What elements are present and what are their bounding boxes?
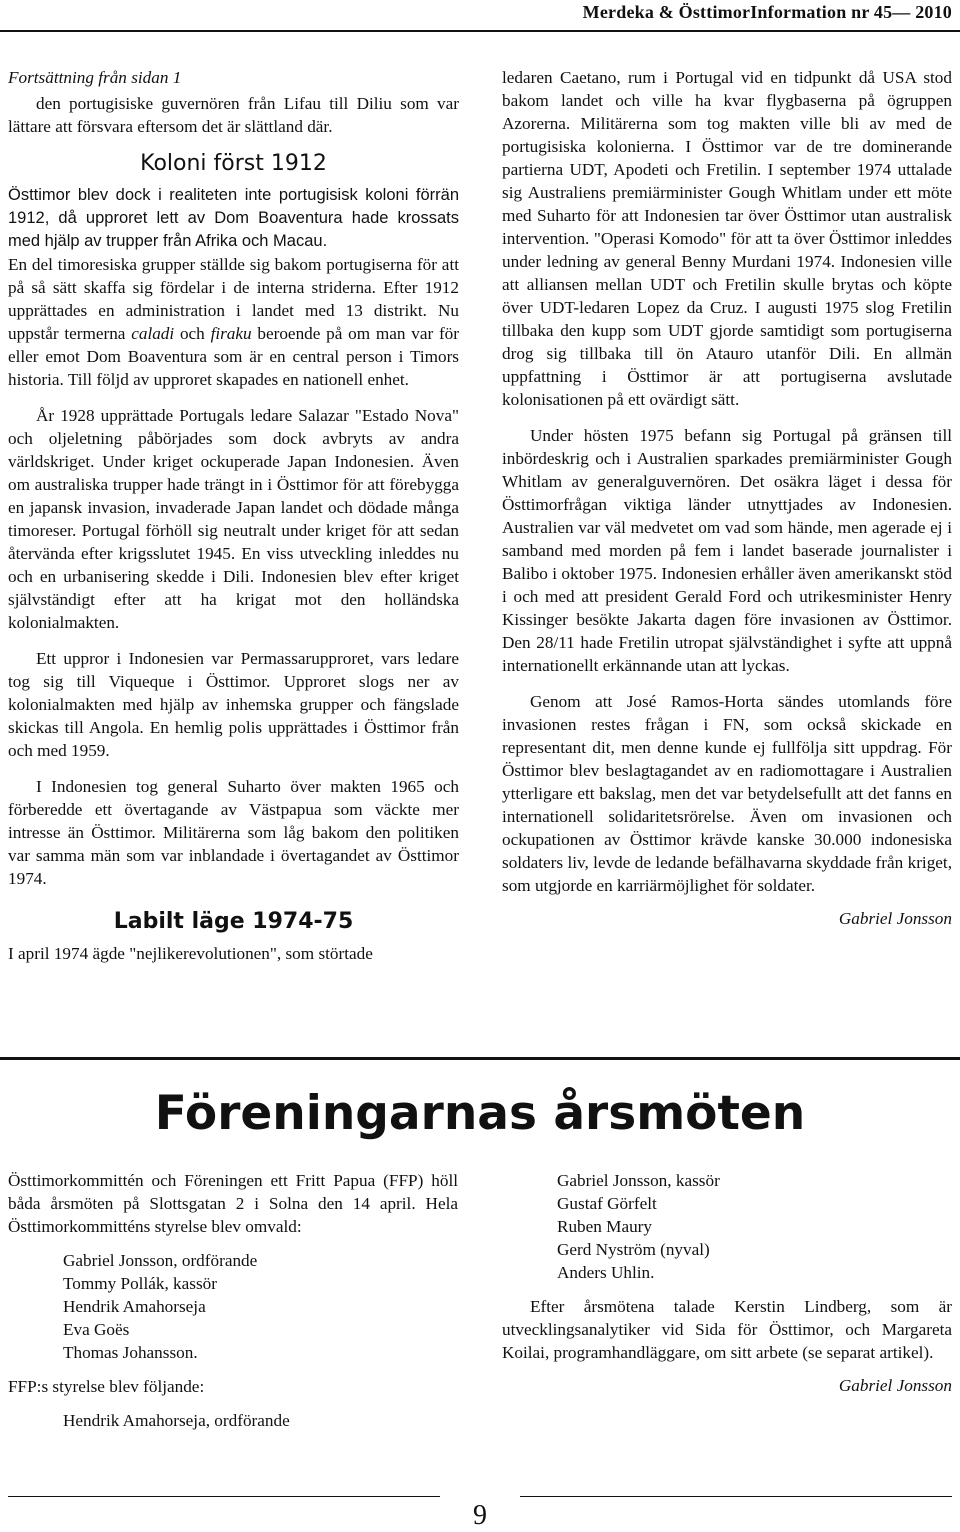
paragraph: Östtimor blev dock i realiteten inte portugisisk koloni förrän 1912, då upproret lett av Dom Boaventura hade krossats med hjälp av trupper från Afrika och Macau. [8, 186, 459, 250]
term-firaku: firaku [210, 324, 252, 343]
text-run: En del timoresiska grupper ställde sig bakom portugiserna för att på så sätt skaffa sig fördelar i de interna striderna. Efter 1912 upprättades en administration i landet med 13 distrikt. Nu uppstår termerna [8, 255, 459, 343]
board-member: Hendrik Amahorseja [63, 1297, 206, 1316]
board-member: Gustaf Görfelt [557, 1194, 657, 1213]
board-member: Thomas Johansson. [63, 1343, 198, 1362]
article2-right-column [502, 1169, 952, 1397]
paragraph: Östtimorkommittén och Föreningen ett Fritt Papua (FFP) höll båda årsmöten på Slottsgatan 2 i Solna den 14 april. Hela Östtimorkommitténs styrelse blev omvald: [8, 1171, 458, 1236]
page-number: 9 [473, 1500, 487, 1531]
article2-left-column [8, 1169, 458, 1432]
article1-left-column [8, 66, 459, 965]
board-member: Eva Goës [63, 1320, 130, 1339]
article-divider [0, 1057, 960, 1060]
paragraph [8, 253, 459, 391]
footer-rule-left [8, 1496, 440, 1497]
board-member: Hendrik Amahorseja, ordförande [63, 1411, 290, 1430]
board-member: Gerd Nyström (nyval) [557, 1240, 710, 1259]
text-run: och [174, 324, 211, 343]
term-caladi: caladi [131, 324, 175, 343]
board-member: Tommy Pollák, kassör [63, 1274, 217, 1293]
paragraph: Under hösten 1975 befann sig Portugal på gränsen till inbördeskrig och i Australien sparkades premiärminister Gough Whitlam av generalguvernören. Det osäkra läget i dessa för Östtimorfrågan viktiga länder utnyttjades av Indonesien. Australien var väl medvetet om vad som hände, men agerade ej i samband med morden på fem i landet baserade journalister i Balibo i oktober 1975. Indonesien erhåller även amerikanskt stöd i och med att president Gerald Ford och utrikesminister Henry Kissinger besökte Jakarta dagen före invasionen av Östtimor. Den 28/11 hade Fretilin utropat självständighet i syfte att uppnå internationellt erkännande utan att lyckas. [502, 426, 952, 675]
board-list-kommitten [8, 1249, 458, 1364]
paragraph: Efter årsmötena talade Kerstin Lindberg, som är utvecklingsanalytiker vid Sida för Östtimor, och Margareta Koilai, programhandläggare, om sitt arbete (se separat artikel). [502, 1297, 952, 1362]
paragraph: Genom att José Ramos-Horta sändes utomlands före invasionen restes frågan i FN, som också skickade en representant dit, men denne kunde ej fullfölja sitt uppdrag. För Östtimor blev beslagtagandet av en radiomottagare i Australien ytterligare ett bakslag, men det var betydelsefullt att det fanns en internationell solidaritetsrörelse. Även om invasionen och ockupationen av Östtimor krävde kanske 30.000 indonesiska soldaters liv, levde de ledande befälhavarna skyddade från kriget, som utgjorde en karriärmöjlighet för soldater. [502, 692, 952, 895]
board-member: Ruben Maury [557, 1217, 652, 1236]
board-member: Anders Uhlin. [557, 1263, 655, 1282]
paragraph: Ett uppror i Indonesien var Permassarupproret, vars ledare tog sig till Viqueque i Östtimor. Upproret slogs ner av kolonialmakten med hjälp av inhemska grupper och fängslade skickas till Angola. En hemlig polis upprättades i Östtimor från och med 1959. [8, 649, 459, 760]
article1-right-column [502, 66, 952, 930]
paragraph: ledaren Caetano, rum i Portugal vid en tidpunkt då USA stod bakom landet och ville ha kvar flygbaserna på ögruppen Azorerna. Militärerna som tog makten ville bli av med de portugisiska kolonierna. I Östtimor var de tre dominerande partierna UDT, Apodeti och Fretilin. I september 1974 uttalade sig Australiens premiärminister Gough Whitlam under ett möte med Suharto för att Indonesien tar över Östtimor utan australisk intervention. "Operasi Komodo" för att ta över Östtimor inleddes under ledning av general Benny Murdani 1974. Indonesien ville att alliansen mellan UDT och Fretilin skulle brytas och köpte över UDT-ledaren Lopez da Cruz. I augusti 1975 slog Fretilin tillbaka den kupp som UDT gjorde samtidigt som portugiserna drog sig tillbaka till ön Atauro utanför Dili. En allmän uppfattning i Östtimor är att portugiserna avslutade kolonisationen på ett ovärdigt sätt. [502, 68, 952, 409]
footer-rule-right [520, 1496, 952, 1497]
paragraph: I april 1974 ägde "nejlikerevolutionen", som störtade [8, 944, 373, 963]
continuation-note: Fortsättning från sidan 1 [8, 68, 182, 87]
author-signature: Gabriel Jonsson [838, 1376, 952, 1395]
text-run: beroende på om man var för eller emot Dom Boaventura som är en central person i Timors historia. Till följd av upproret skapades en nationell enhet. [8, 324, 460, 389]
sans-text-block [8, 184, 459, 253]
section-heading: Labilt läge 1974-75 [113, 909, 354, 934]
header-rule [0, 30, 960, 32]
section-heading: Koloni först 1912 [140, 151, 327, 176]
paragraph: den portugisiske guvernören från Lifau till Diliu som var lättare att försvara eftersom det är slättland där. [8, 94, 459, 136]
board-member: Gabriel Jonsson, ordförande [63, 1251, 258, 1270]
ffp-board-label: FFP:s styrelse blev följande: [8, 1377, 205, 1396]
author-signature: Gabriel Jonsson [838, 909, 952, 928]
paragraph: År 1928 upprättade Portugals ledare Salazar "Estado Nova" och oljeletning påbörjades som dock avbryts av andra världskriget. Under kriget ockuperade Japan Indonesien. Även om australiska trupper hade trängt in i Östtimor för att förebygga en japansk invasion, invaderade Japan landet och dödade många timoreser. Portugal förhöll sig neutralt under kriget för att sedan återvända efter krigsslutet 1945. En viss utveckling inleddes nu och en urbanisering skedde i Dili. Indonesien blev efter kriget självständigt efter att ha krigat mot den holländska kolonialmakten. [8, 406, 459, 632]
paragraph: I Indonesien tog general Suharto över makten 1965 och förberedde ett övertagande av Västpapua som väckte mer intresse än Östtimor. Militärerna som låg bakom den politiken var samma män som var inblandade i övertagandet av Östtimor 1974. [8, 777, 459, 888]
board-member: Gabriel Jonsson, kassör [557, 1171, 720, 1190]
article2-title: Föreningarnas årsmöten [154, 1086, 806, 1141]
page-header: Merdeka & ÖsttimorInformation nr 45— 2010 [582, 2, 952, 22]
board-list-ffp [502, 1169, 952, 1284]
